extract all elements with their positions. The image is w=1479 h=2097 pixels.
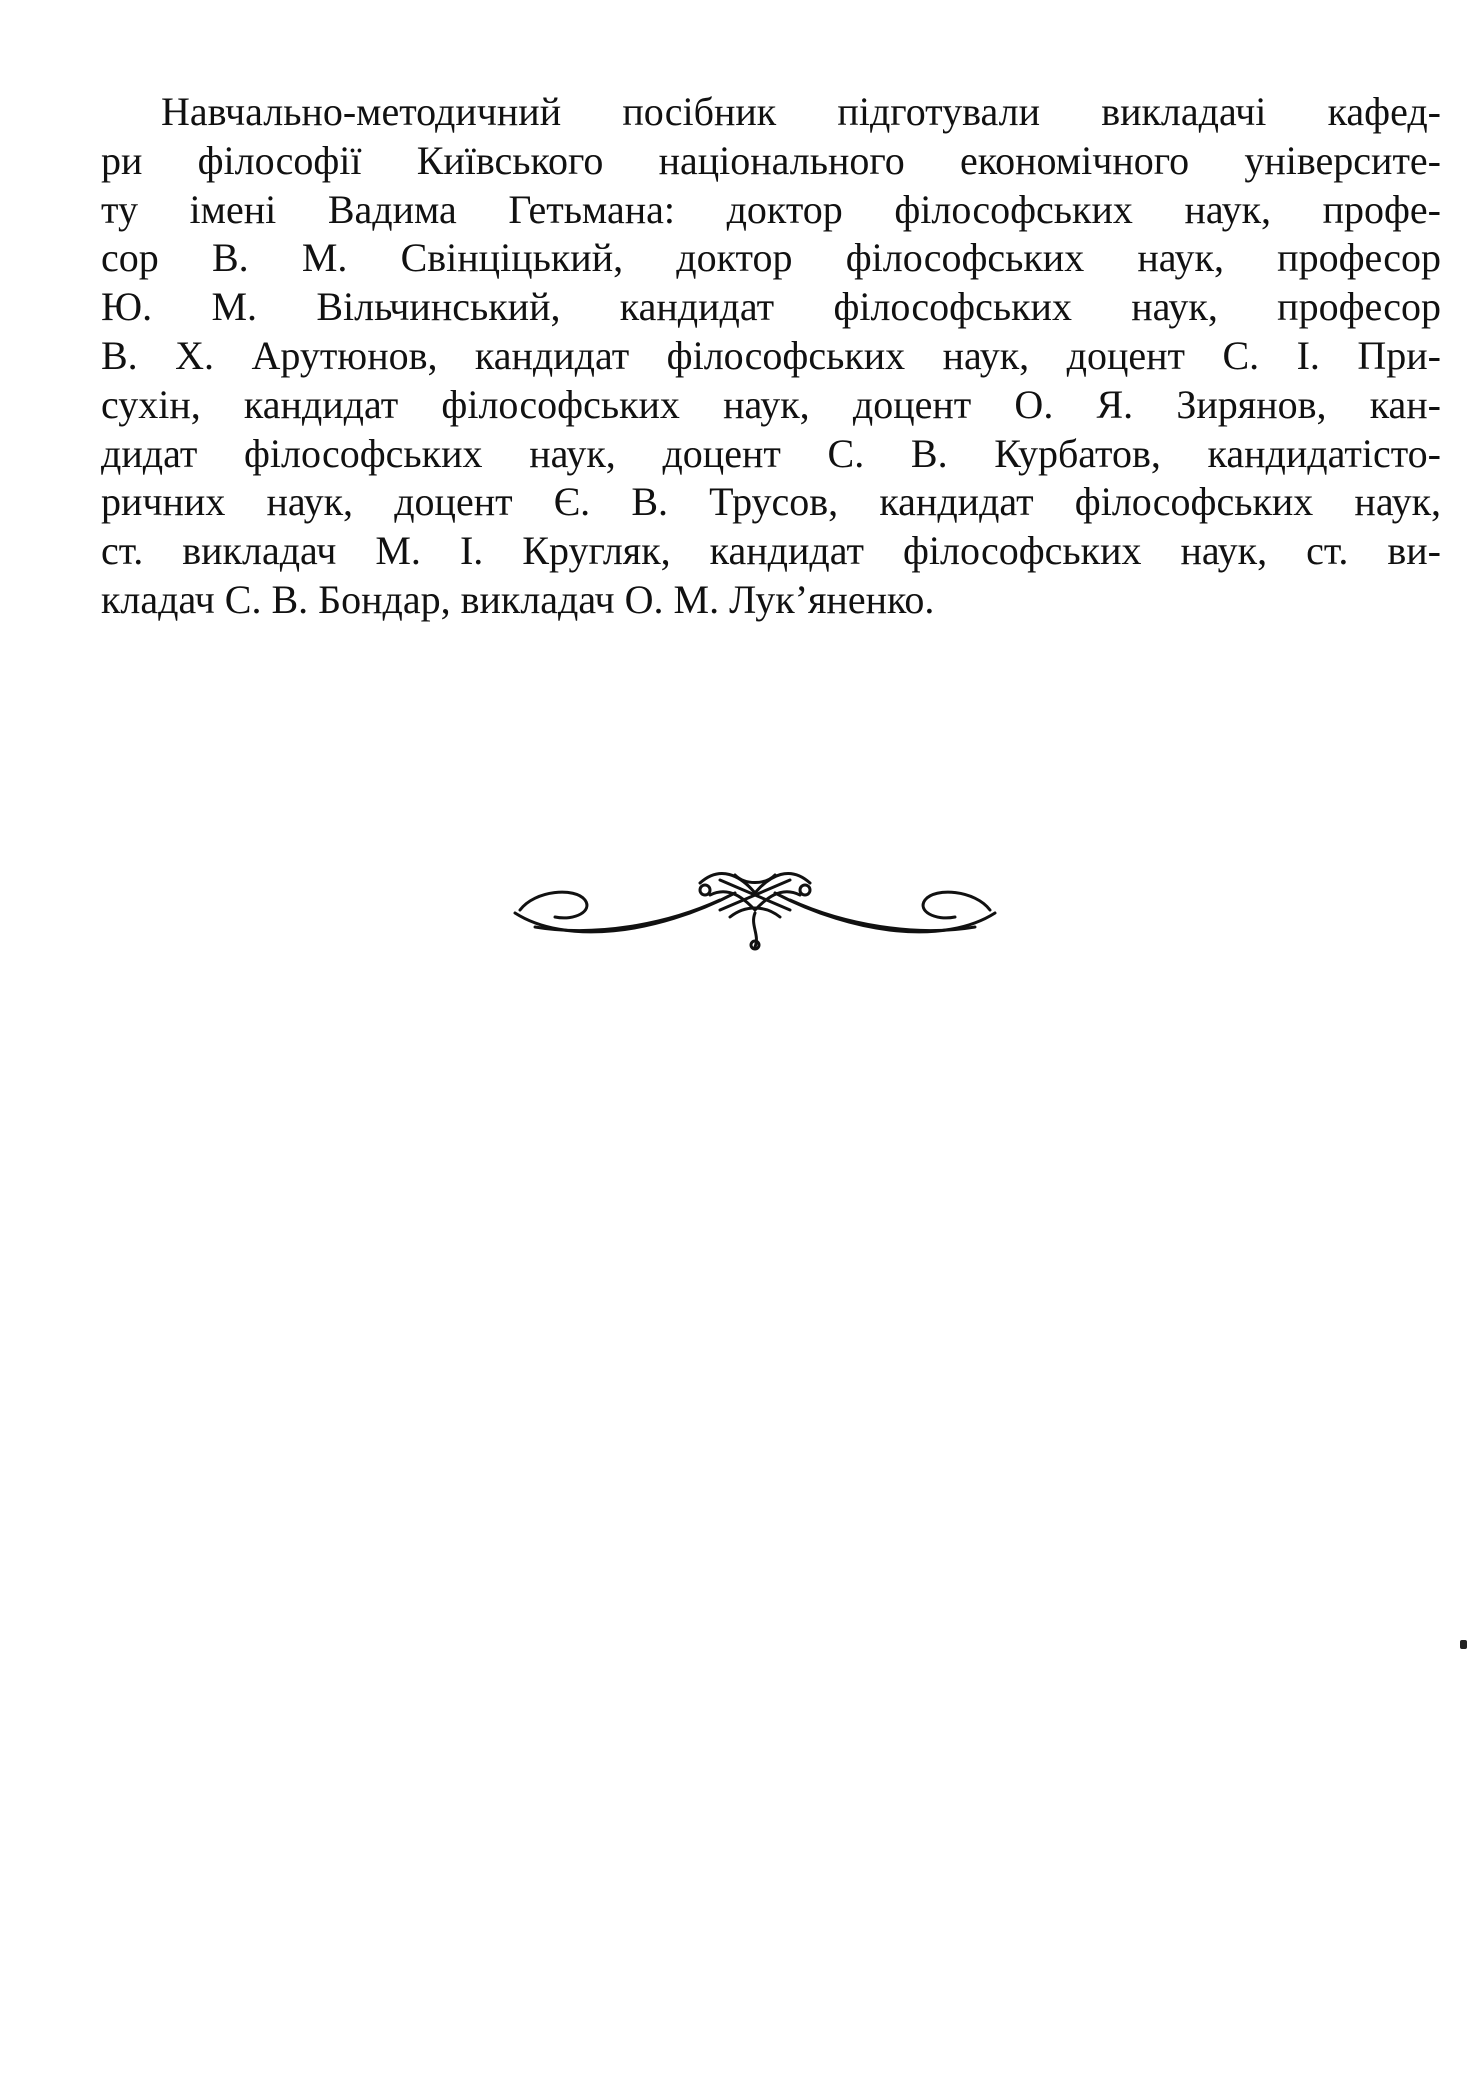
- paragraph-line: Ю. М. Вільчинський, кандидат філософських наук, професор: [101, 284, 1441, 330]
- paragraph-line: В. Х. Арутюнов, кандидат філософських наук, доцент С. І. При-: [101, 332, 1441, 378]
- paragraph-line: ту імені Вадима Гетьмана: доктор філософських наук, профе-: [101, 186, 1441, 232]
- authors-paragraph: [101, 88, 1441, 625]
- paragraph-line: сухін, кандидат філософських наук, доцент О. Я. Зирянов, кан-: [101, 381, 1441, 427]
- paragraph-line: сор В. М. Свінціцький, доктор філософських наук, професор: [101, 235, 1441, 281]
- paragraph-line: ричних наук, доцент Є. В. Трусов, кандидат філософських наук,: [101, 479, 1441, 525]
- paragraph-line: ри філософії Київського національного економічного університе-: [101, 137, 1441, 183]
- decorative-flourish-icon: [505, 855, 1005, 965]
- paragraph-line: кладач С. В. Бондар, викладач О. М. Лук’яненко.: [101, 576, 935, 622]
- paragraph-line: ст. викладач М. І. Кругляк, кандидат філософських наук, ст. ви-: [101, 528, 1441, 574]
- paragraph-line: дидат філософських наук, доцент С. В. Курбатов, кандидатісто-: [101, 430, 1441, 476]
- paragraph-line: Навчально-методичний посібник підготували викладачі кафед-: [161, 89, 1441, 134]
- scan-speck: [1460, 1640, 1467, 1649]
